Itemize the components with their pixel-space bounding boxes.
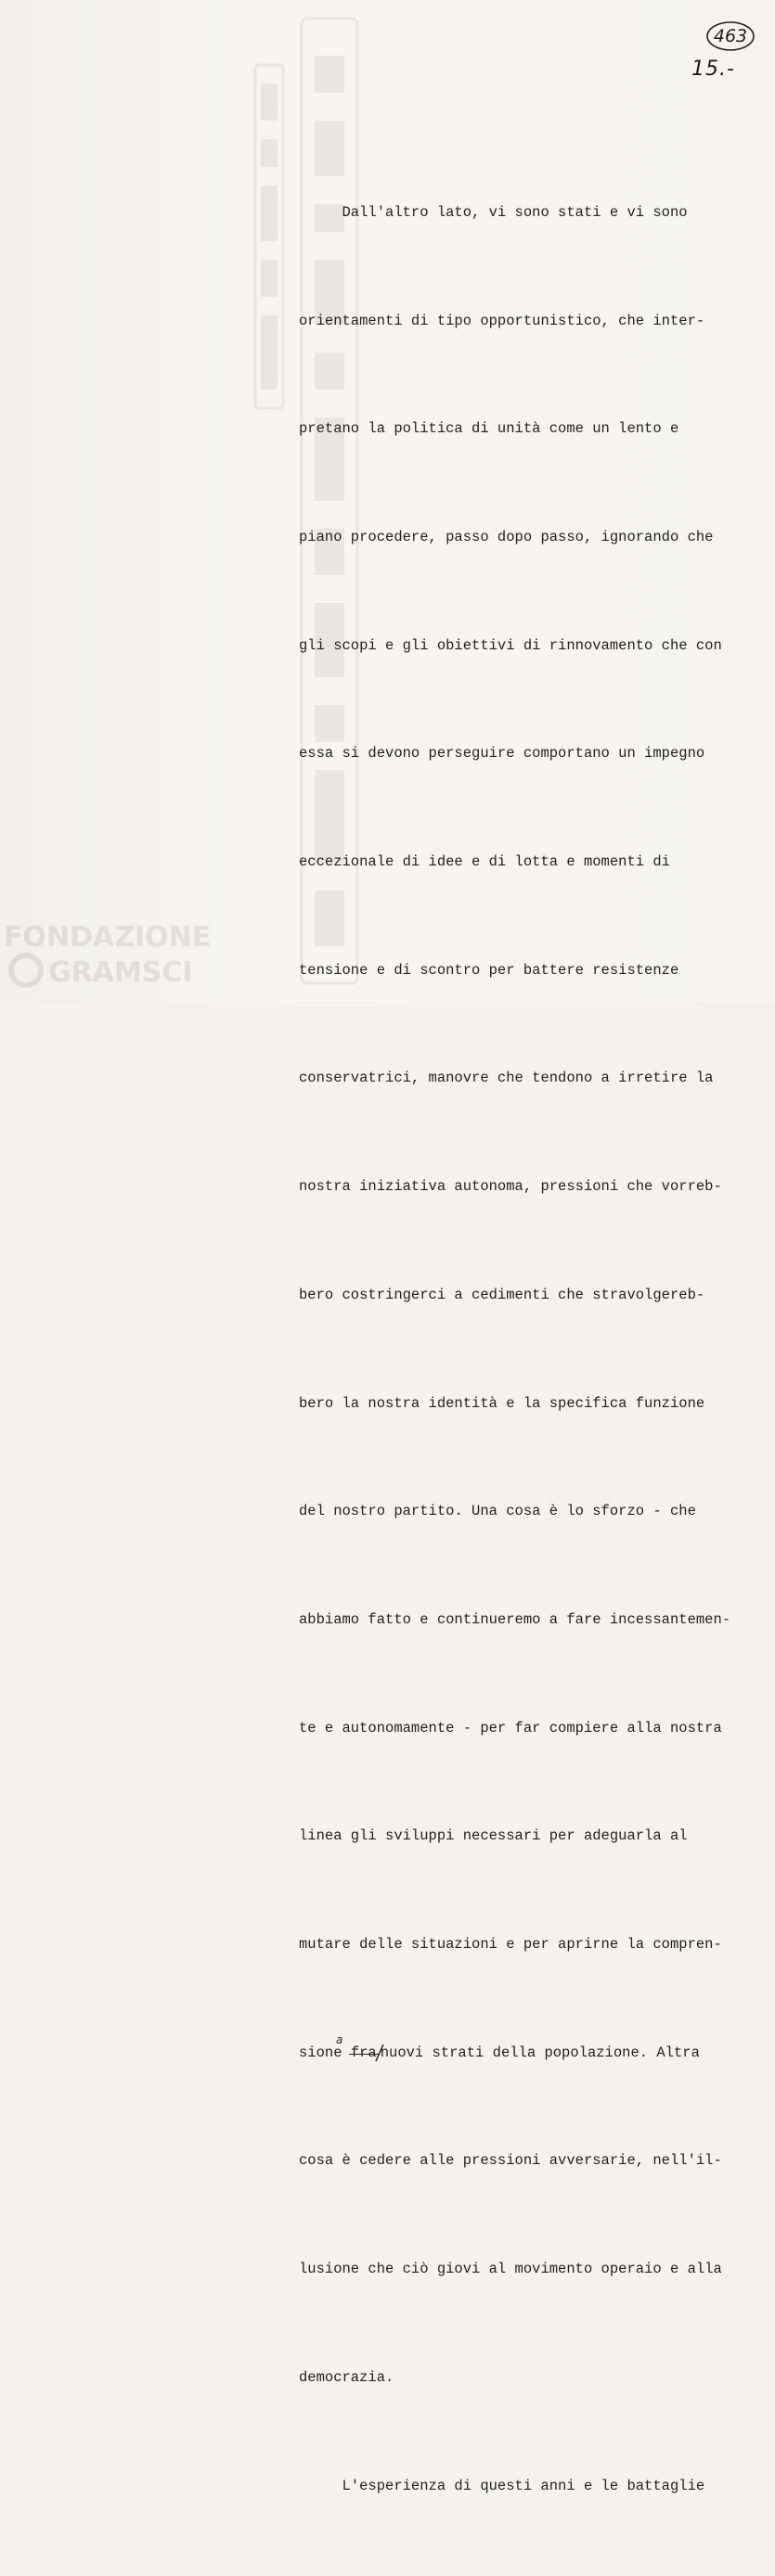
text-line: democrazia. [299,2368,394,2386]
text-line: abbiamo fatto e continueremo a fare incessantemen- [299,1610,731,1628]
handwritten-correction: a [336,2032,343,2046]
text-line: mutare delle situazioni e per aprirne la compren- [299,1936,722,1954]
text-line: bero la nostra identità e la specifica funzione [299,1394,705,1412]
line-suffix: nuovi strati della popolazione. Altra [380,2044,700,2061]
typewritten-text [299,122,763,2576]
page-number: 15.- [691,58,735,81]
text-line: piano procedere, passo dopo passo, ignorando che [299,528,714,545]
text-line: L'esperienza di questi anni e le battaglie [299,2477,705,2494]
text-line: linea gli sviluppi necessari per adeguarla al [299,1827,688,1845]
text-line: te e autonomamente - per far compiere alla nostra [299,1719,722,1737]
text-line: del nostro partito. Una cosa è lo sforzo - che [299,1503,696,1520]
line-prefix: sione [299,2044,351,2061]
text-line: Dall'altro lato, vi sono stati e vi sono [299,203,688,221]
archive-number-stamp [705,20,756,52]
struck-word: fra [351,2035,377,2071]
text-line: cosa è cedere alle pressioni avversarie, nell'il- [299,2152,722,2170]
text-line: eccezionale di idee e di lotta e momenti di [299,853,670,871]
text-line: nostra iniziativa autonoma, pressioni che vorreb- [299,1178,722,1196]
logo-line2: GRAMSCI [48,956,193,989]
fondazione-logo-watermark [0,918,212,993]
text-line: gli scopi e gli obiettivi di rinnovamento che con [299,636,722,654]
text-line-correction [299,2032,763,2071]
logo-line1: FONDAZIONE [4,921,212,954]
text-line: bero costringerci a cedimenti che stravolgereb- [299,1286,705,1303]
text-line: orientamenti di tipo opportunistico, che inter- [299,312,705,329]
text-line: conservatrici, manovre che tendono a irretire la [299,1070,714,1087]
text-line: lusione che ciò giovi al movimento operaio e alla [299,2261,722,2278]
logo-graphic [0,918,212,993]
text-line: tensione e di scontro per battere resistenze [299,961,679,979]
text-line: essa si devono perseguire comportano un impegno [299,745,705,763]
text-line: pretano la politica di unità come un lento e [299,420,679,438]
archive-number: 463 [713,26,748,46]
